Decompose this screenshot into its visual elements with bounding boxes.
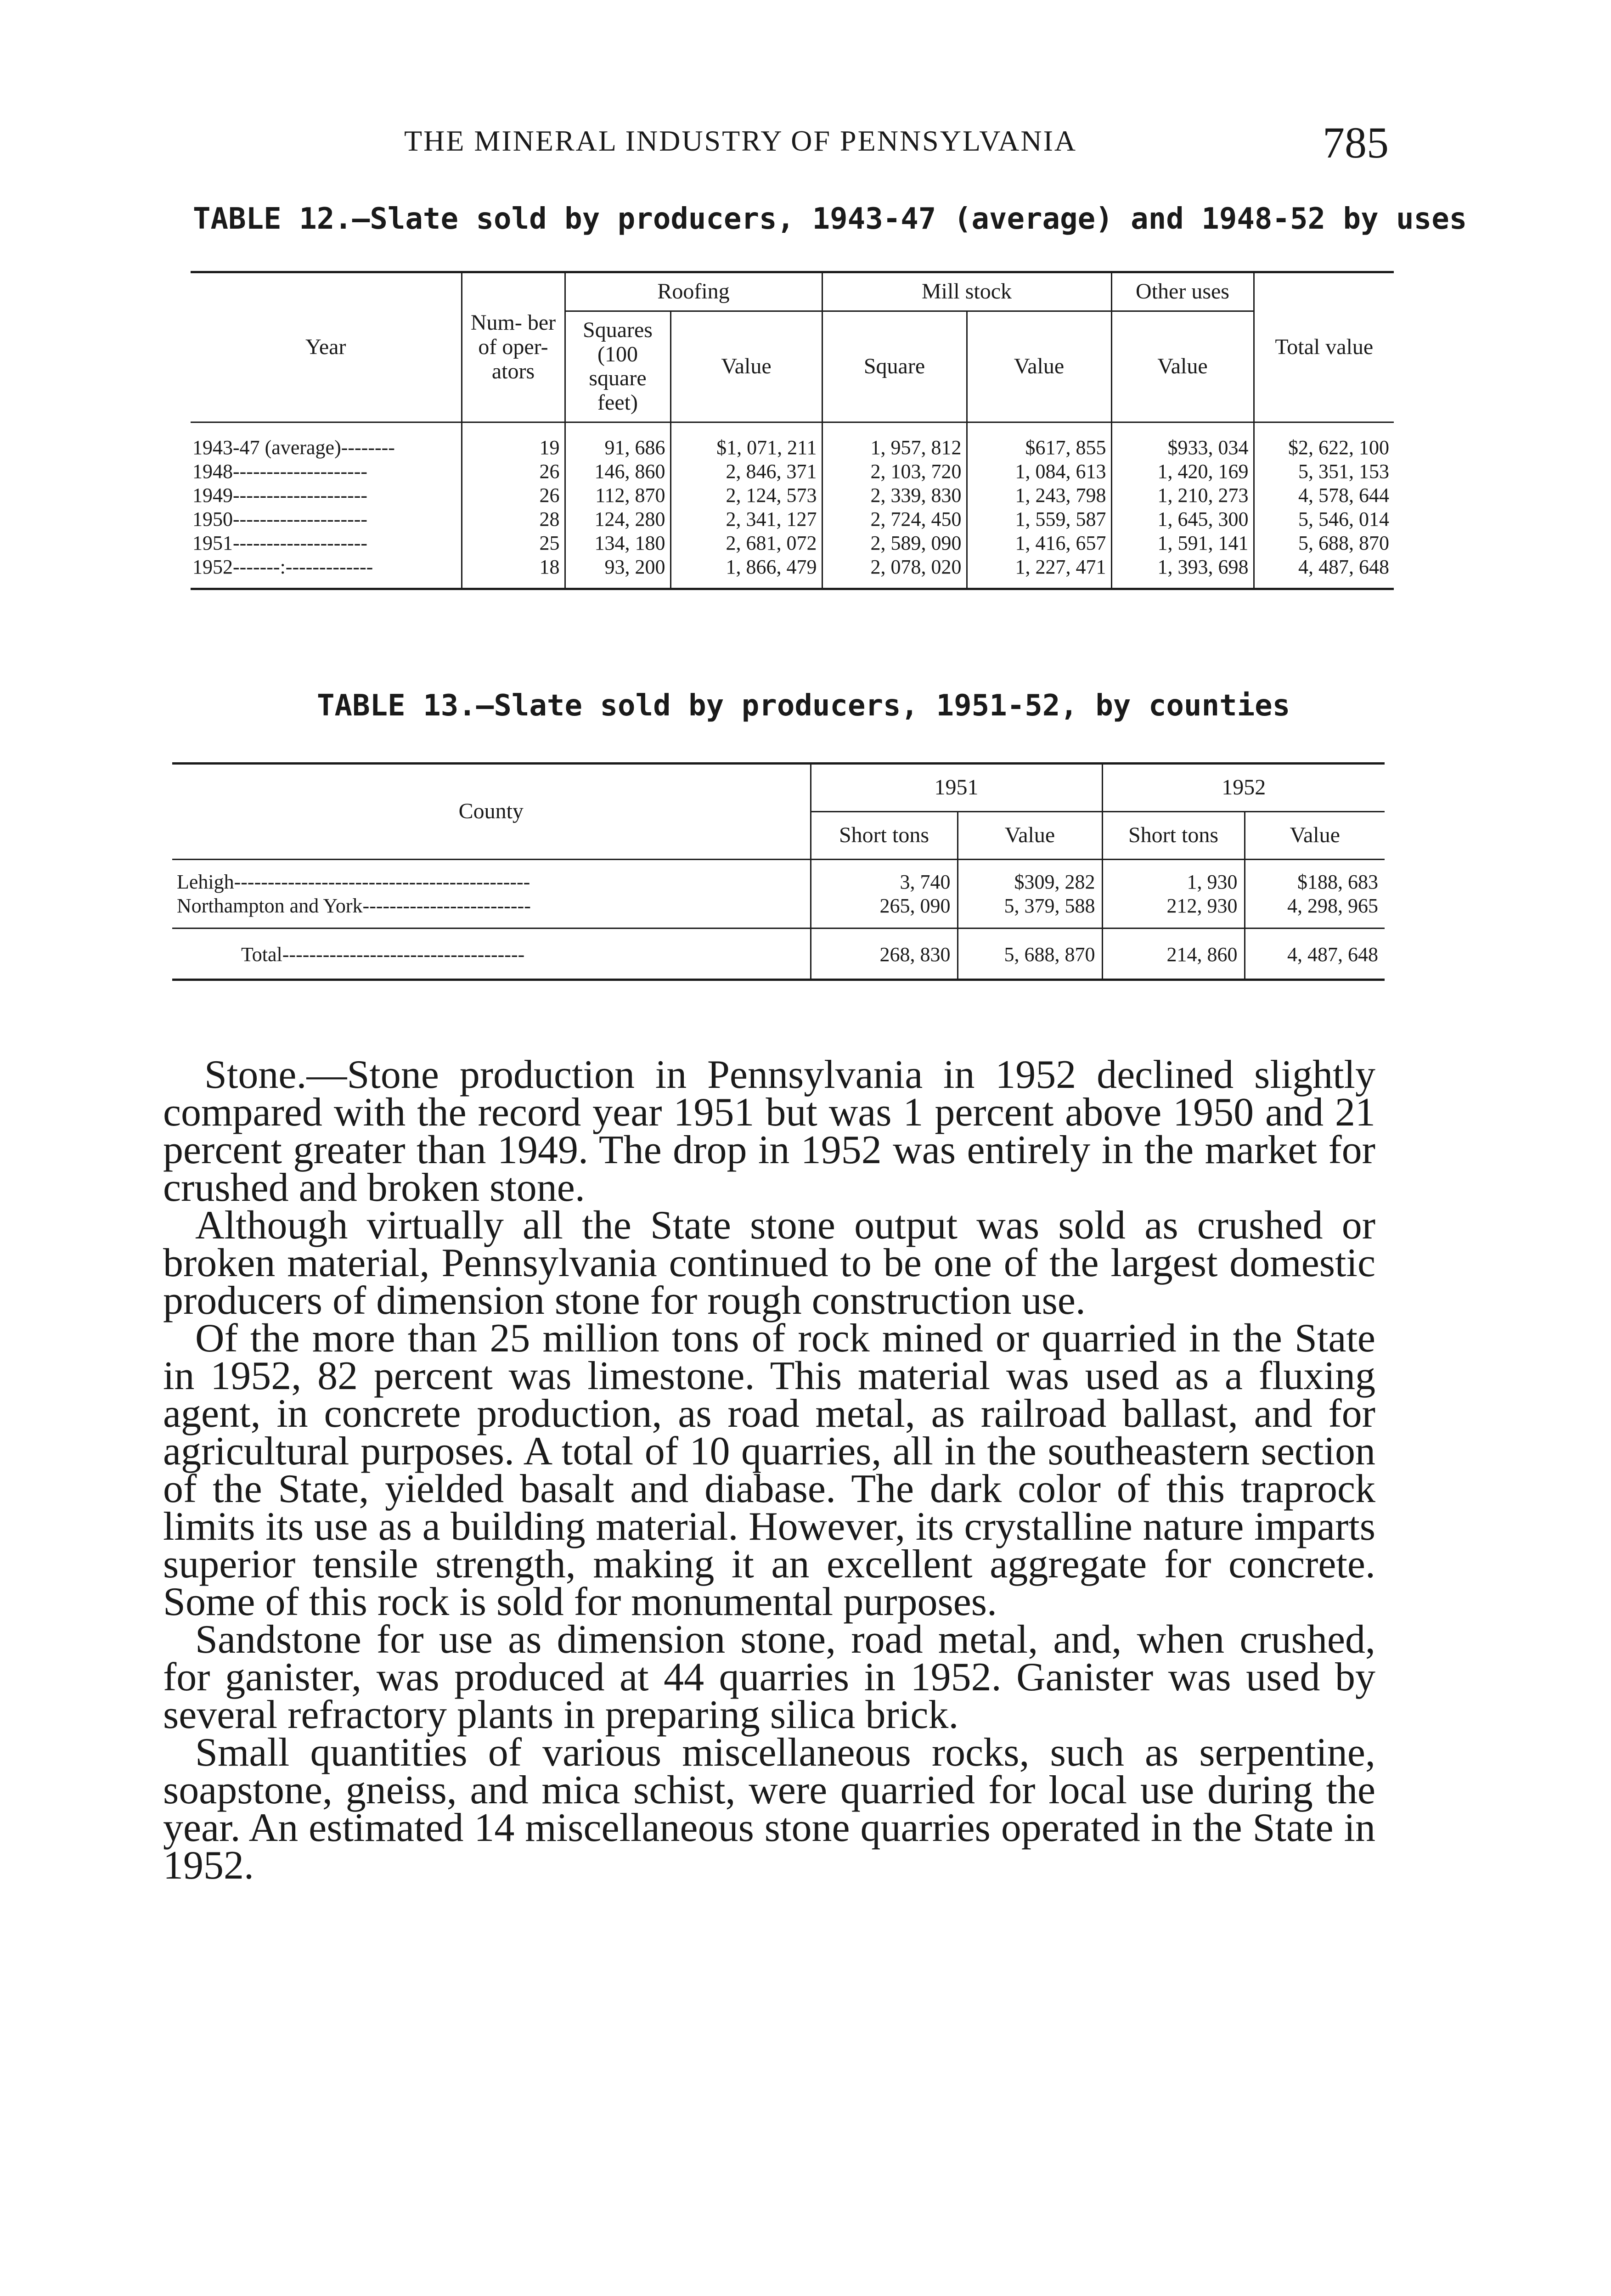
- year-cell: 1950--------------------: [192, 507, 368, 530]
- col-mill-square: Square: [822, 311, 967, 422]
- other-value-cells: [1111, 422, 1254, 589]
- col-operators: Num- ber of oper- ators: [462, 272, 565, 422]
- section-heading-stone: Stone.: [204, 1052, 307, 1097]
- col-value-1952: Value: [1245, 811, 1385, 859]
- other-value-cell: 1, 393, 698: [1157, 555, 1249, 578]
- county-cell: Northampton and York-------------------------: [177, 894, 531, 917]
- tons-1951-cell: 265, 090: [879, 894, 951, 917]
- other-value-cell: 1, 210, 273: [1157, 484, 1249, 506]
- stone-section: [163, 1052, 1375, 1888]
- total-value-cell: 5, 688, 870: [1298, 531, 1390, 554]
- mill-value-cell: $617, 855: [1025, 436, 1106, 459]
- table-12-title: TABLE 12.—Slate sold by producers, 1943-47 (average) and 1948-52 by uses: [193, 202, 1467, 236]
- total-value-cell: 4, 487, 648: [1298, 555, 1390, 578]
- page-number: 785: [1323, 118, 1389, 167]
- total-value-1951: 5, 688, 870: [958, 929, 1102, 980]
- operators-cell: 18: [539, 555, 560, 578]
- col-roofing-value: Value: [670, 311, 822, 422]
- paragraph: [163, 1052, 1375, 1210]
- mill-value-cell: 1, 559, 587: [1015, 507, 1106, 530]
- squares-cells: [565, 422, 670, 589]
- table-13-title: TABLE 13.—Slate sold by producers, 1951-52, by counties: [317, 689, 1290, 723]
- roofing-value-cells: [670, 422, 822, 589]
- roofing-value-cell: 2, 846, 371: [726, 460, 817, 483]
- tons-1952-cell: 212, 930: [1166, 894, 1238, 917]
- col-group-other-uses: Other uses: [1111, 272, 1254, 311]
- paragraph-text: —Stone production in Pennsylvania in 1952 declined slightly compared with the record year 1951 but was 1 percent above 1950 and 21 percent greater than 1949. The drop in 1952 was entirely in the market for crushed and broken stone.: [163, 1052, 1375, 1210]
- tons-1951-cells: [811, 859, 958, 929]
- value-1952-cells: [1245, 859, 1385, 929]
- total-tons-1952: 214, 860: [1102, 929, 1245, 980]
- year-cell: 1951--------------------: [192, 531, 368, 554]
- total-value-cell: 4, 578, 644: [1298, 484, 1390, 506]
- roofing-value-cell: 2, 124, 573: [726, 484, 817, 506]
- value-1952-cell: $188, 683: [1297, 870, 1378, 893]
- table-row: [172, 859, 1385, 929]
- year-cell: 1952-------:-------------: [192, 555, 373, 578]
- col-total-value: Total value: [1254, 272, 1394, 422]
- total-value-cells: [1254, 422, 1394, 589]
- year-cells: [191, 422, 462, 589]
- other-value-cell: 1, 420, 169: [1157, 460, 1249, 483]
- year-cell: 1949--------------------: [192, 484, 368, 506]
- col-year: Year: [191, 272, 462, 422]
- year-cell: 1943-47 (average)--------: [192, 436, 395, 459]
- mill-square-cell: 1, 957, 812: [870, 436, 962, 459]
- col-short-tons-1952: Short tons: [1102, 811, 1245, 859]
- operators-cell: 26: [539, 484, 560, 506]
- mill-value-cell: 1, 243, 798: [1015, 484, 1106, 506]
- county-cells: [172, 859, 811, 929]
- paragraph: Of the more than 25 million tons of rock mined or quarried in the State in 1952, 82 percent was limestone. This material was used as a fluxing agent, in concrete production, as road metal, as railroad ballast, and for agricultural purposes. A total of 10 quarries, all in the southeastern section of the State, yielded basalt and diabase. The dark color of this traprock limits its use as a building material. However, its crystalline nature imparts superior tensile strength, making it an excellent aggregate for concrete. Some of this rock is sold for monumental purposes.: [163, 1316, 1375, 1624]
- col-group-roofing: Roofing: [565, 272, 822, 311]
- mill-square-cell: 2, 078, 020: [870, 555, 962, 578]
- mill-square-cell: 2, 589, 090: [870, 531, 962, 554]
- total-value-cell: $2, 622, 100: [1288, 436, 1390, 459]
- operators-cells: [462, 422, 565, 589]
- table-total-row: [172, 929, 1385, 980]
- mill-square-cell: 2, 339, 830: [870, 484, 962, 506]
- other-value-cell: $933, 034: [1167, 436, 1249, 459]
- table-row: [191, 422, 1394, 589]
- mill-value-cell: 1, 227, 471: [1015, 555, 1106, 578]
- total-value-1952: 4, 487, 648: [1245, 929, 1385, 980]
- squares-cell: 124, 280: [594, 507, 665, 530]
- squares-cell: 112, 870: [595, 484, 665, 506]
- paragraph: Small quantities of various miscellaneous rocks, such as serpentine, soapstone, gneiss, and mica schist, were quarried for local use during the year. An estimated 14 miscellaneous stone quarries operated in the State in 1952.: [163, 1730, 1375, 1888]
- col-squares: Squares (100 square feet): [565, 311, 670, 422]
- mill-square-cell: 2, 103, 720: [870, 460, 962, 483]
- tons-1952-cell: 1, 930: [1187, 870, 1238, 893]
- value-1952-cell: 4, 298, 965: [1287, 894, 1378, 917]
- col-group-1952: 1952: [1102, 764, 1385, 812]
- total-value-cell: 5, 351, 153: [1298, 460, 1390, 483]
- operators-cell: 28: [539, 507, 560, 530]
- squares-cell: 146, 860: [594, 460, 665, 483]
- paragraph: Sandstone for use as dimension stone, road metal, and, when crushed, for ganister, was produced at 44 quarries in 1952. Ganister was used by several refractory plants in preparing silica brick.: [163, 1617, 1375, 1737]
- other-value-cell: 1, 591, 141: [1157, 531, 1249, 554]
- roofing-value-cell: 2, 341, 127: [726, 507, 817, 530]
- value-1951-cell: 5, 379, 588: [1004, 894, 1095, 917]
- col-group-mill-stock: Mill stock: [822, 272, 1111, 311]
- col-other-value: Value: [1111, 311, 1254, 422]
- mill-square-cell: 2, 724, 450: [870, 507, 962, 530]
- roofing-value-cell: 2, 681, 072: [726, 531, 817, 554]
- col-value-1951: Value: [958, 811, 1102, 859]
- squares-cell: 91, 686: [604, 436, 665, 459]
- squares-cell: 93, 200: [604, 555, 665, 578]
- county-cell: Lehigh--------------------------------------------: [177, 870, 530, 893]
- other-value-cell: 1, 645, 300: [1157, 507, 1249, 530]
- roofing-value-cell: 1, 866, 479: [726, 555, 817, 578]
- table-13: [172, 762, 1385, 981]
- tons-1952-cells: [1102, 859, 1245, 929]
- tons-1951-cell: 3, 740: [900, 870, 951, 893]
- operators-cell: 26: [539, 460, 560, 483]
- roofing-value-cell: $1, 071, 211: [716, 436, 817, 459]
- paragraph: Although virtually all the State stone output was sold as crushed or broken material, Pennsylvania continued to be one of the largest domestic producers of dimension stone for rough construction use.: [163, 1203, 1375, 1323]
- mill-value-cells: [967, 422, 1111, 589]
- mill-value-cell: 1, 084, 613: [1015, 460, 1106, 483]
- col-county: County: [172, 764, 811, 860]
- col-mill-value: Value: [967, 311, 1111, 422]
- col-short-tons-1951: Short tons: [811, 811, 958, 859]
- squares-cell: 134, 180: [594, 531, 665, 554]
- year-cell: 1948--------------------: [192, 460, 368, 483]
- total-label: Total------------------------------------: [172, 929, 811, 980]
- table-12: [191, 271, 1394, 590]
- mill-square-cells: [822, 422, 967, 589]
- mill-value-cell: 1, 416, 657: [1015, 531, 1106, 554]
- operators-cell: 19: [539, 436, 560, 459]
- total-value-cell: 5, 546, 014: [1298, 507, 1390, 530]
- value-1951-cell: $309, 282: [1014, 870, 1095, 893]
- operators-cell: 25: [539, 531, 560, 554]
- total-tons-1951: 268, 830: [811, 929, 958, 980]
- value-1951-cells: [958, 859, 1102, 929]
- running-header: THE MINERAL INDUSTRY OF PENNSYLVANIA: [404, 124, 1077, 157]
- col-group-1951: 1951: [811, 764, 1102, 812]
